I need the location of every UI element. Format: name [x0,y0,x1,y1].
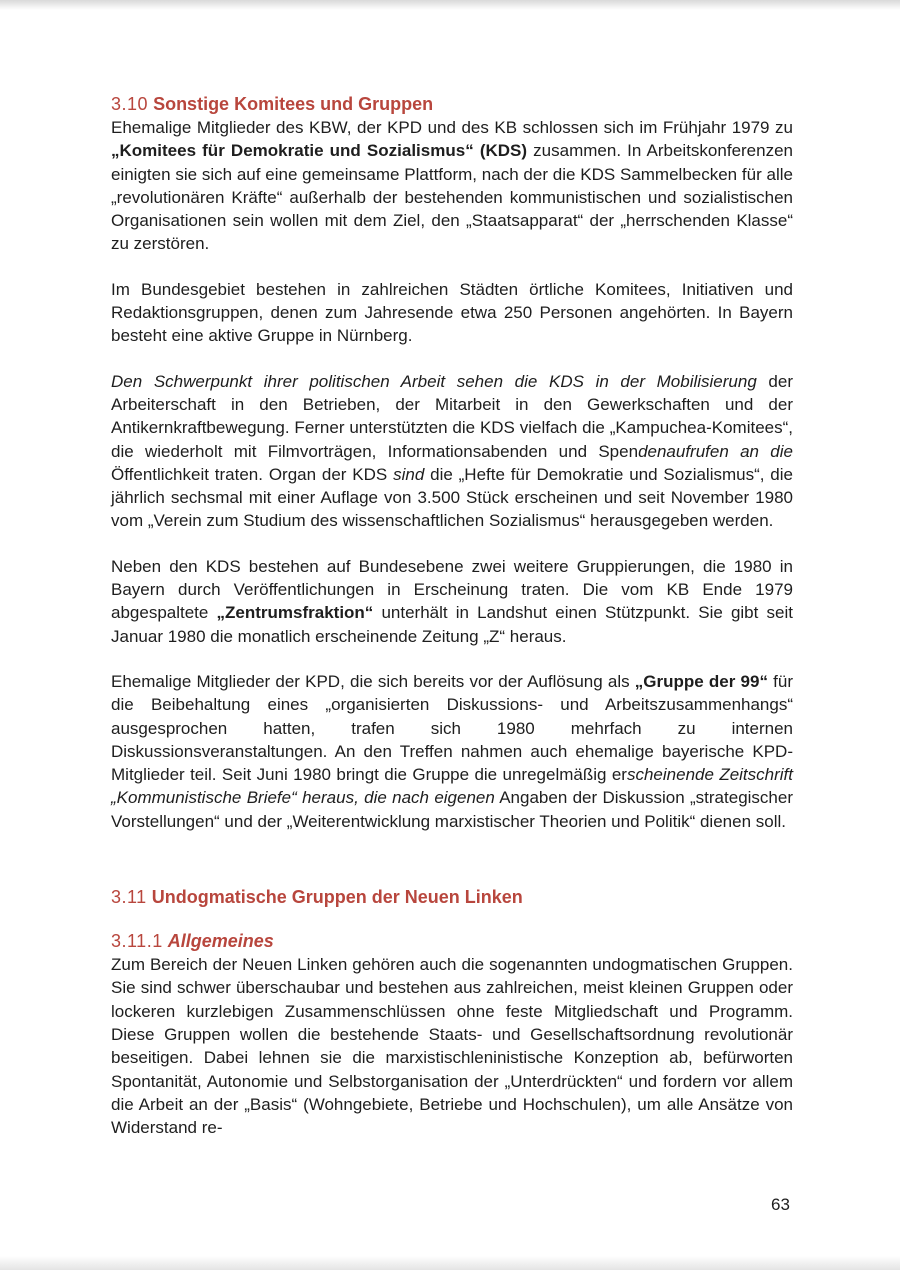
paragraph-zentrumsfraktion: Neben den KDS bestehen auf Bundesebene zwei weitere Gruppierungen, die 1980 in Bayern durch Veröffentlichungen in Erscheinung traten. Die vom KB Ende 1979 abgespaltete „Zentrumsfraktion“ unterhält in Landshut einen Stützpunkt. Sie gibt seit Januar 1980 die monatlich erscheinende Zeitung „Z“ heraus. [111,556,793,646]
section-title: Sonstige Komitees und Gruppen [153,94,434,114]
section-number: 3.11 [111,887,147,908]
gruppe-der-99-name: „Gruppe der 99“ [634,671,768,691]
zentrumsfraktion-name: „Zentrumsfraktion“ [216,603,374,623]
section-3-11-1 [111,929,793,1139]
page-number: 63 [771,1195,790,1214]
section-heading-3-11-1 [111,929,793,953]
section-3-11 [111,885,793,909]
paragraph-kds-focus: Den Schwerpunkt ihrer politischen Arbeit sehen die KDS in der Mobilisierung der Arbeiterschaft in den Betrieben, der Mitarbeit in den Gewerkschaften und der Antikernkraftbewegung. Ferner unterstützten die KDS vielfach die „Kampuchea-Komitees“, die wiederholt mit Filmvorträgen, Informationsabenden und Spendenaufrufen an die Öffentlichkeit traten. Organ der KDS sind die „Hefte für Demokratie und Sozialismus“, die jährlich sechsmal mit einer Auflage von 3.500 Stück erscheinen und seit November 1980 vom „Verein zum Studium des wissenschaftlichen Sozialismus“ herausgegeben werden. [111,371,793,531]
section-title: Undogmatische Gruppen der Neuen Linken [151,887,523,908]
paragraph-gruppe-der-99: Ehemalige Mitglieder der KPD, die sich bereits vor der Auflösung als „Gruppe der 99“ für die Beibehaltung eines „organisierten Diskussions- und Arbeitszusammenhangs“ ausgesprochen hatten, trafen sich 1980 mehrfach zu internen Diskussionsveranstaltungen. An den Treffen nahmen auch ehemalige bayerische KPD-Mitglieder teil. Seit Juni 1980 bringt die Gruppe die unregelmäßig erscheinende Zeitschrift „Kommunistische Briefe“ heraus, die nach eigenen Angaben der Diskussion „strategischer Vorstellungen“ und der „Weiterentwicklung marxistischer Theorien und Politik“ dienen soll. [111,671,793,831]
section-number: 3.10 [111,94,149,114]
paragraph-kds-distribution: Im Bundesgebiet bestehen in zahlreichen Städten örtliche Komitees, Initiativen und Redaktionsgruppen, denen zum Jahresende etwa 250 Personen angehörten. In Bayern besteht eine aktive Gruppe in Nürnberg. [111,279,793,346]
section-heading-3-10 [111,92,793,116]
section-heading-3-11 [111,885,793,909]
kds-name: „Komitees für Demokratie und Sozialismus“ (KDS) [111,141,528,161]
paragraph-undogmatic-groups: Zum Bereich der Neuen Linken gehören auch die sogenannten undogmatischen Gruppen. Sie sind schwer überschaubar und bestehen aus zahlreichen, meist kleinen Gruppen oder lockeren kurzlebigen Zusammenschlüssen ohne feste Mitgliedschaft und Programm. Diese Gruppen wollen die bestehende Staats- und Gesellschaftsordnung revolutionär beseitigen. Dabei lehnen sie die marxistischleninistische Konzeption ab, befürworten Spontanität, Autonomie und Selbstorganisation der „Unterdrückten“ und fordern vor allem die Arbeit an der „Basis“ (Wohngebiete, Betriebe und Hochschulen), um alle Ansätze von Widerstand re- [111,955,793,1138]
paragraph-kds-founding: Ehemalige Mitglieder des KBW, der KPD und des KB schlossen sich im Frühjahr 1979 zu „Komitees für Demokratie und Sozialismus“ (KDS) zusammen. In Arbeitskonferenzen einigten sie sich auf eine gemeinsame Plattform, nach der die KDS Sammelbecken für alle „revolutionären Kräfte“ außerhalb der bestehenden kommunistischen und sozialistischen Organisationen sein wollen mit dem Ziel, den „Staatsapparat“ der „herrschenden Klasse“ zu zerstören. [111,118,794,254]
document-page [111,92,793,1139]
section-3-10 [111,92,793,833]
section-title: Allgemeines [167,931,274,952]
section-number: 3.11.1 [111,931,163,952]
scan-edge-top [0,0,900,10]
scan-edge-bottom [0,1256,900,1270]
